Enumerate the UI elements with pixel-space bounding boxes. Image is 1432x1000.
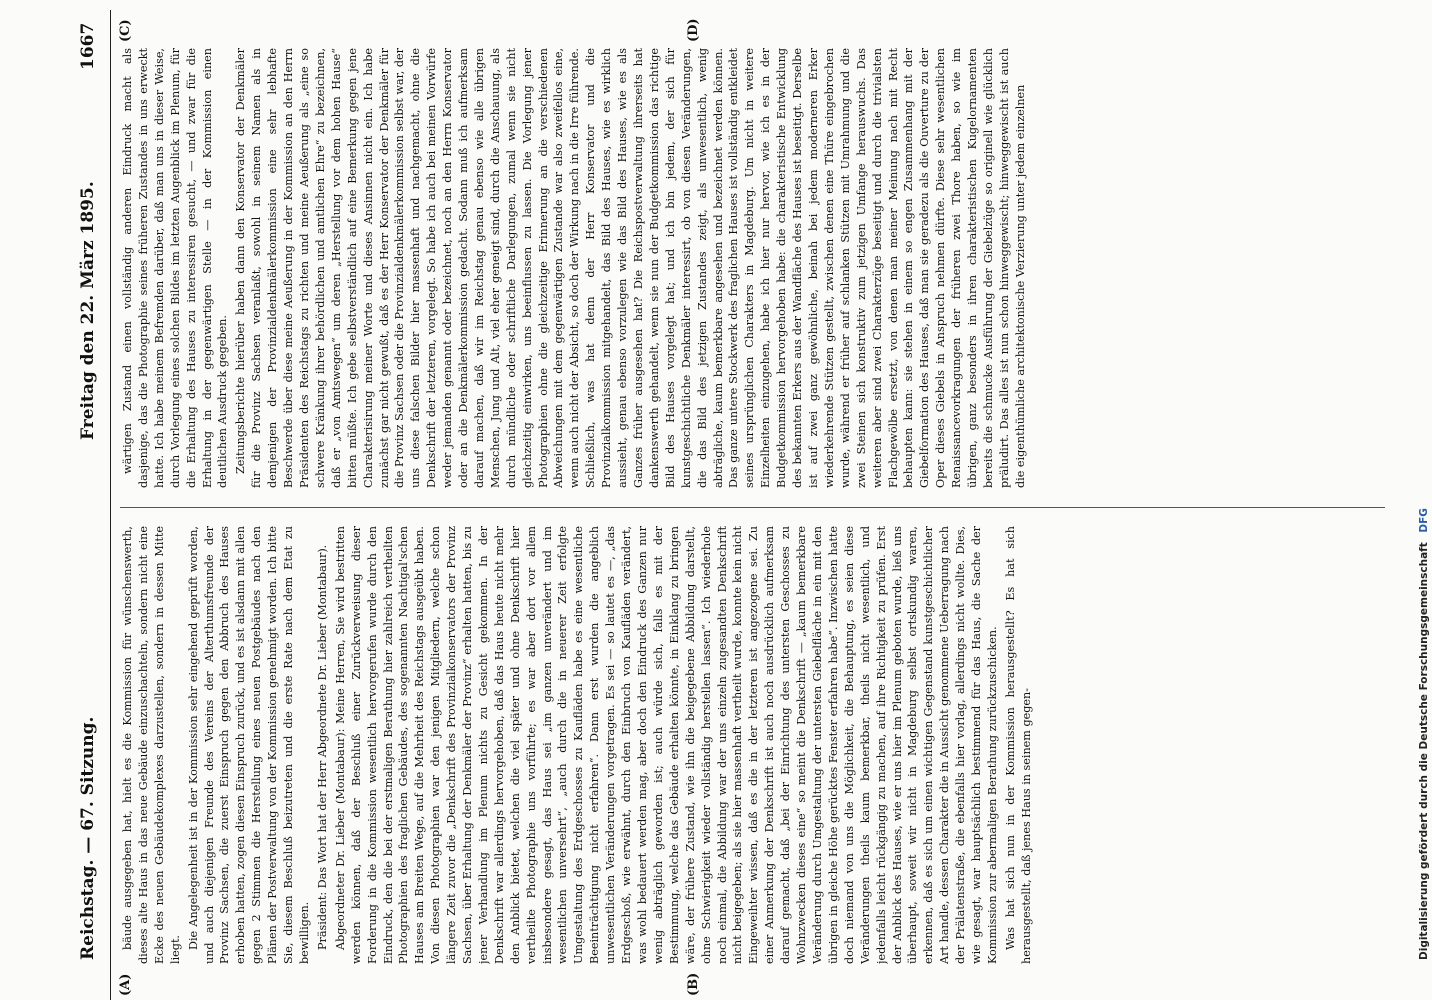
page-header <box>66 10 111 1000</box>
column-divider <box>120 507 1385 508</box>
dfg-logo: DFG <box>1418 508 1430 533</box>
margin-marker-b: (B) <box>686 972 701 996</box>
left-text-column <box>120 526 1390 964</box>
digitization-credit <box>1416 40 1432 960</box>
paragraph: Präsident: Das Wort hat der Herr Abgeordnete Dr. Lieber (Montabaur). <box>315 544 329 950</box>
right-text-column <box>120 48 1390 488</box>
margin-marker-d: (D) <box>686 18 701 42</box>
paragraph: Zeitungsberichte hierüber haben dann den Konservator der Denkmäler für die Provinz Sachsen veranlaßt, sowohl in seinem Namen als in demjenigen der Provinzialdenkmälerkommission eine sehr lebhafte Beschwerde über diese meine Aeußerung in der Kommission an den Herrn Präsidenten des Reichstags zu richten und meine Aeußerung als „eine so schwere Kränkung ihrer behördlichen und amtlichen Ehre“ zu bezeichnen, daß er „von Amtswegen“ um deren „Herstellung vor dem hohen Hause“ bitten müßte. Ich gebe selbstverständlich auf eine Bemerkung gegen jene Charakterisirung meiner Worte und dieses Ansinnen nicht ein. Ich habe zunächst gar nicht gewußt, daß es der Herr Konservator der Denkmäler für die Provinz Sachsen oder die Provinzialdenkmälerkommission selbst war, der uns diese falschen Bilder hier massenhaft und nachgemacht, ohne die Denkschrift der letzteren, vorgelegt. So habe ich auch bei meinen Vorwürfe weder jemanden genannt oder bezeichnet, noch an den Herrn Konservator oder an die Denkmälerkommission gedacht. Sodann muß ich aufmerksam darauf machen, daß wir im Reichstag genau ebenso wie alle übrigen Menschen, Jung und Alt, viel eher geneigt sind, durch die Anschauung, als durch mündliche oder schriftliche Darlegungen, zumal wenn sie nicht gleichzeitig einwirken, uns beeinflussen zu lassen. Die Vorlegung jener Photographien ohne die gleichzeitige Erinnerung an die verschiedenen Abweichungen mit dem gegenwärtigen Zustande war also zweifellos eine, wenn auch nicht der Absicht, so doch der Wirkung nach in die Irre führende. Schließlich, was hat denn der Herr Konservator und die Provinzialkommission mitgehandelt, das Bild des Hauses, wie es wirklich aussieht, genau ebenso vorzulegen wie das Bild des Hauses, wie es als Ganzes früher ausgesehen hat? Die Reichspostverwaltung ihrerseits hat dankenswerth gehandelt, wenn sie nun der Budgetkommission das richtige Bild des Hauses vorgelegt hat; und ich bin jedem, der sich für kunstgeschichtliche Denkmäler interessirt, ob von diesen Veränderungen, die das Bild des jetzigen Zustandes zeigt, als unwesentlich, wenig abträgliche, kaum bemerkbare angesehen und bezeichnet werden können. Das ganze untere Stockwerk des fraglichen Hauses ist vollständig entkleidet seines ursprünglichen Charakters in Magdeburg. Um nicht in weitere Einzelheiten einzugehen, habe ich hier nur hervor, wie ich es in der Budgetkommission hervorgehoben habe: die charakteristische Entwicklung des bekannten Erkers aus der Wandfläche des Hauses ist beseitigt. Derselbe ist auf zwei ganz gewöhnliche, beinah bei jedem moderneren Erker wiederkehrende Stützen gestellt, zwischen denen eine Thüre eingebrochen wurde, während er früher auf schlanken Stützen mit Umrahmung und die zwei Steinen sich konstruktiv zum jetzigen Umfange herauswuchs. Das weiteren aber sind zwei Charakterzüge beseitigt und durch die trivialsten Flachgewölbe ersetzt, von denen man meiner Meinung nach mit Recht behaupten kann: sie stehen in einem so engen Zusammenhang mit der Giebelformation des Hauses, daß man sie geradezu als die Ouverture zu der Oper dieses Giebels in Anspruch nehmen dürfte. Diese sehr wesentlichen Renaissancevorkragungen der früheren zwei Thore haben, so wie im übrigen, ganz besonders in ihren charakteristischen Kugelornamenten bereits die schmucke Ausführung der Giebelzüge so originell wie glücklich präludirt. Das alles ist nun schon hinweggewischt; hinweggewischt ist auch die eigenthümliche architektonische Verzierung unter jedem einzelnen <box>234 48 1027 488</box>
header-left-title: Reichstag. — 67. Sitzung. <box>78 716 98 960</box>
page-number: 1667 <box>78 22 98 70</box>
digitization-credit-text: Digitalisierung gefördert durch die Deutsche Forschungsgemeinschaft <box>1418 542 1430 960</box>
paragraph: bäude ausgegeben hat, hielt es die Kommission für wünschenswerth, dieses alte Haus in das neue Gebäude einzuschachteln, sondern nicht eine Ecke des neuen Gebäudekomplexes darzustellen, sondern in dessen Mitte liegt. <box>121 526 182 964</box>
paragraph: wärtigen Zustand einen vollständig anderen Eindruck macht als dasjenige, das die Photographie seines früheren Zustandes in uns erweckt hatte. Ich habe meinem Befremden darüber, daß man uns in dieser Weise, durch Vorlegung eines solchen Bildes im letzten Augenblick im Plenum, für die Erhaltung des Hauses zu interessiren gesucht, — und zwar für die Erhaltung in der gegenwärtigen Stelle — in der Kommission einen deutlichen Ausdruck gegeben. <box>121 48 230 488</box>
newspaper-page <box>66 10 1402 1000</box>
paragraph: Was hat sich nun in der Kommission herausgestellt? Es hat sich herausgestellt, daß jenes Haus in seinem gegen- <box>1003 526 1033 964</box>
margin-marker-a: (A) <box>118 973 133 996</box>
margin-marker-c: (C) <box>118 19 133 42</box>
digitization-credit-strip <box>1416 40 1432 960</box>
paragraph: Die Angelegenheit ist in der Kommission sehr eingehend geprüft worden, und auch diejenigen Freunde des Vereins der Alterthumsfreunde der Provinz Sachsen, die zuerst Einspruch gegen den Abbruch des Hauses erhoben hatten, zogen diesen Einspruch zurück, und es ist alsdann mit allen gegen 2 Stimmen die Herstellung eines neuen Postgebäudes nach den Plänen der Postverwaltung von der Kommission genehmigt worden. Ich bitte Sie, diesem Beschluß beizutreten und die erste Rate nach dem Etat zu bewilligen. <box>186 526 311 964</box>
header-date: Freitag den 22. März 1895. <box>78 181 98 440</box>
paragraph: Abgeordneter Dr. Lieber (Montabaur): Meine Herren, Sie wird bestritten werden können, daß der Beschluß einer Zurückverweisung dieser Forderung in die Kommission wesentlich hervorgerufen wurde durch den Eindruck, den die bei der erstmaligen Berathung hier zahlreich vertheilten Photographien des fraglichen Gebäudes, des sogenannten Nachtigal'schen Hauses am Breiten Wege, auf die Mehrheit des Reichstags ausgeübt haben. Von diesen Photographien war den jenigen Mitgliedern, welche schon längere Zeit zuvor die „Denkschrift des Provinzialkonservators der Provinz Sachsen, über Erhaltung der Denkmäler der Provinz“ erhalten hatten, bis zu jener Verhandlung im Plenum nichts zu Gesicht gekommen. In der Denkschrift war allerdings hervorgehoben, daß das Haus heute nicht mehr den Anblick bietet, welchen die viel später und ohne Denkschrift hier vertheilte Photographie uns vorführte; es war aber dort vor allem insbesondere gesagt, das Haus sei „im ganzen unverändert und im wesentlichen unversehrt“, „auch durch die in neuerer Zeit erfolgte Umgestaltung des Erdgeschosses zu Kaufläden habe es eine wesentliche Beeinträchtigung nicht erfahren“. Dann erst wurden die angeblich unwesentlichen Veränderungen vorgetragen. Es sei — so lautet es —, „das Erdgeschoß, wie erwähnt, durch den Einbruch von Kaufläden verändert, was wohl bedauert werden mag, aber doch den Eindruck des Ganzen nur wenig abträglich geworden ist; auch würde sich, falls es mit der Bestimmung, welche das Gebäude erhalten könnte, in Einklang zu bringen wäre, der frühere Zustand, wie ihn die beigegebene Abbildung darstellt, ohne Schwierigkeit wieder vollständig herstellen lassen“. Ich wiederhole noch einmal, die Abbildung war der uns einzeln zugesandten Denkschrift nicht beigegeben; als sie hier massenhaft vertheilt wurde, konnte kein nicht Eingeweihter wissen, daß es die in der letzteren ist angezogene sei. Zu einer Anmerkung der Denkschrift ist auch noch ausdrücklich aufmerksam darauf gemacht, daß „bei der Einrichtung des untersten Geschosses zu Wohnzwecken dieses eine“ so meint die Denkschrift — „kaum bemerkbare Veränderung durch Umgestaltung der untersten Giebelfläche in ein mit den übrigen in gleiche Höhe gerücktes Fenster erfahren habe“. Inzwischen hatte doch niemand von uns die Möglichkeit, die Behauptung, es seien diese Veränderungen theils kaum bemerkbar, theils nicht wesentlich, und jedenfalls leicht rückgängig zu machen, auf ihre Richtigkeit zu prüfen. Erst der Anblick des Hauses, wie er uns hier im Plenum geboten wurde, ließ uns überhaupt, soweit wir nicht in Magdeburg selbst ortskundig waren, erkennen, daß es sich um einen wichtigen Gegenstand kunstgeschichtlicher Art handle, dessen Charakter die in Aussicht genommene Ueberragung nach der Prälatenstraße, die ebenfalls hier vorlag, allerdings nicht wollte. Dies, wie gesagt, war hauptsächlich bestimmend für das Haus, die Sache der Kommission zur abermaligen Berathung zurückzuschicken. <box>333 526 999 964</box>
